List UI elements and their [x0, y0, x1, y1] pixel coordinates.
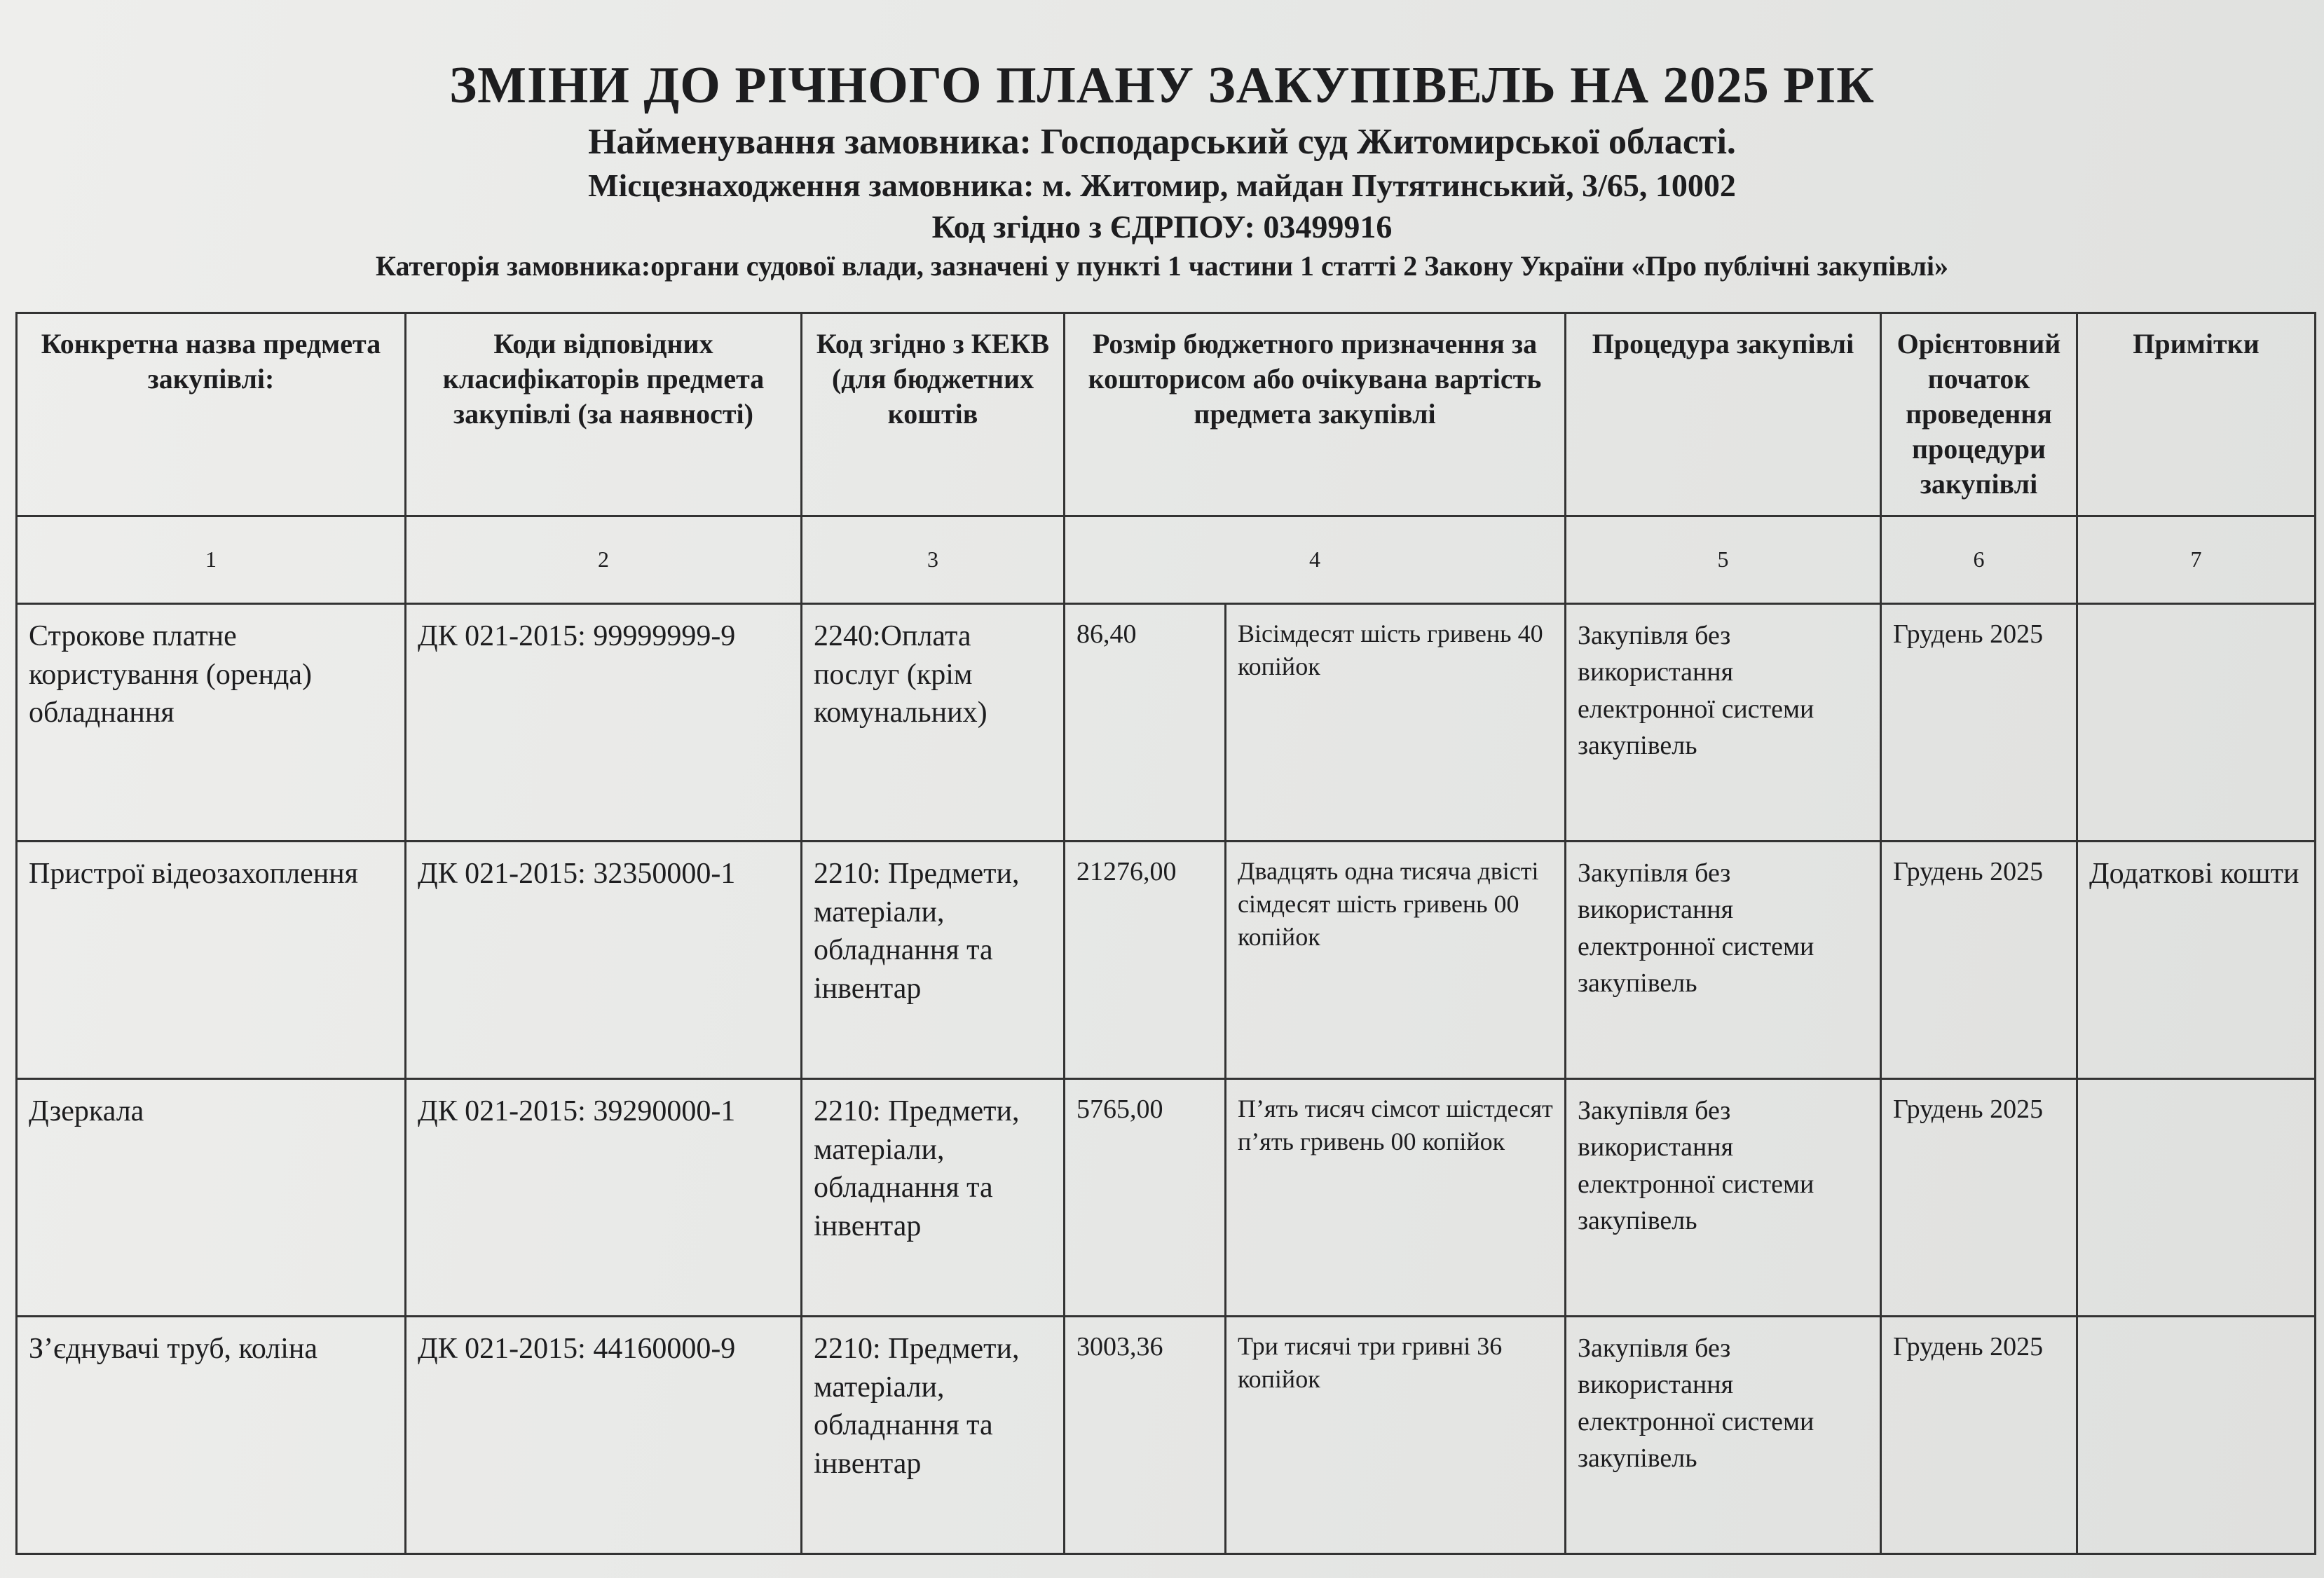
column-number: 6 [1881, 516, 2077, 604]
item-amount-words: Двадцять одна тисяча двісті сімдесят шість гривень 00 копійок [1226, 842, 1566, 1079]
item-code: ДК 021-2015: 44160000-9 [406, 1317, 802, 1554]
item-amount: 3003,36 [1065, 1317, 1226, 1554]
item-notes: Додаткові кошти [2077, 842, 2316, 1079]
item-kekv: 2210: Предмети, матеріали, обладнання та інвентар [802, 1079, 1065, 1317]
item-procedure: Закупівля без використання електронної системи закупівель [1566, 604, 1881, 842]
column-number-row [17, 516, 2316, 604]
item-start: Грудень 2025 [1881, 1317, 2077, 1554]
item-amount-words: Три тисячі три гривні 36 копійок [1226, 1317, 1566, 1554]
column-number: 4 [1065, 516, 1566, 604]
column-number: 2 [406, 516, 802, 604]
table-header-row [17, 313, 2316, 516]
item-kekv: 2210: Предмети, матеріали, обладнання та інвентар [802, 842, 1065, 1079]
item-code: ДК 021-2015: 99999999-9 [406, 604, 802, 842]
column-number: 5 [1566, 516, 1881, 604]
customer-name: Найменування замовника: Господарський суд Житомирської області. [588, 122, 1736, 162]
item-amount: 5765,00 [1065, 1079, 1226, 1317]
item-notes [2077, 604, 2316, 842]
item-procedure: Закупівля без використання електронної системи закупівель [1566, 1079, 1881, 1317]
item-amount-words: П’ять тисяч сімсот шістдесят п’ять гривень 00 копійок [1226, 1079, 1566, 1317]
customer-location: Місцезнаходження замовника: м. Житомир, майдан Путятинський, 3/65, 10002 [588, 167, 1736, 203]
item-notes [2077, 1317, 2316, 1554]
table-row [17, 1079, 2316, 1317]
item-amount-words: Вісімдесят шість гривень 40 копійок [1226, 604, 1566, 842]
table-row [17, 842, 2316, 1079]
item-procedure: Закупівля без використання електронної системи закупівель [1566, 1317, 1881, 1554]
column-number: 7 [2077, 516, 2316, 604]
column-header-codes: Коди відповідних класифікаторів предмета закупівлі (за наявності) [406, 313, 802, 516]
item-start: Грудень 2025 [1881, 842, 2077, 1079]
column-number: 1 [17, 516, 406, 604]
edrpou-code: Код згідно з ЄДРПОУ: 03499916 [931, 209, 1393, 245]
item-kekv: 2240:Оплата послуг (крім комунальних) [802, 604, 1065, 842]
table-row [17, 604, 2316, 842]
column-header-notes: Примітки [2077, 313, 2316, 516]
item-code: ДК 021-2015: 32350000-1 [406, 842, 802, 1079]
item-name: Строкове платне користування (оренда) обладнання [17, 604, 406, 842]
document-title: ЗМІНИ ДО РІЧНОГО ПЛАНУ ЗАКУПІВЕЛЬ НА 2025 РІК [449, 57, 1875, 114]
document-header [0, 56, 2324, 287]
column-number: 3 [802, 516, 1065, 604]
item-name: З’єднувачі труб, коліна [17, 1317, 406, 1554]
column-header-start: Орієнтовний початок проведення процедури закупівлі [1881, 313, 2077, 516]
column-header-procedure: Процедура закупівлі [1566, 313, 1881, 516]
item-name: Пристрої відеозахоплення [17, 842, 406, 1079]
procurement-table [15, 312, 2316, 1555]
table-row [17, 1317, 2316, 1554]
item-start: Грудень 2025 [1881, 604, 2077, 842]
item-kekv: 2210: Предмети, матеріали, обладнання та інвентар [802, 1317, 1065, 1554]
item-start: Грудень 2025 [1881, 1079, 2077, 1317]
item-notes [2077, 1079, 2316, 1317]
column-header-kekv: Код згідно з КЕКВ (для бюджетних коштів [802, 313, 1065, 516]
column-header-amount: Розмір бюджетного призначення за кошторисом або очікувана вартість предмета закупівлі [1065, 313, 1566, 516]
item-name: Дзеркала [17, 1079, 406, 1317]
customer-category: Категорія замовника:органи судової влади, зазначені у пункті 1 частини 1 статті 2 Закону України «Про публічні закупівлі» [375, 250, 1949, 282]
item-amount: 86,40 [1065, 604, 1226, 842]
item-amount: 21276,00 [1065, 842, 1226, 1079]
item-code: ДК 021-2015: 39290000-1 [406, 1079, 802, 1317]
item-procedure: Закупівля без використання електронної системи закупівель [1566, 842, 1881, 1079]
column-header-name: Конкретна назва предмета закупівлі: [17, 313, 406, 516]
